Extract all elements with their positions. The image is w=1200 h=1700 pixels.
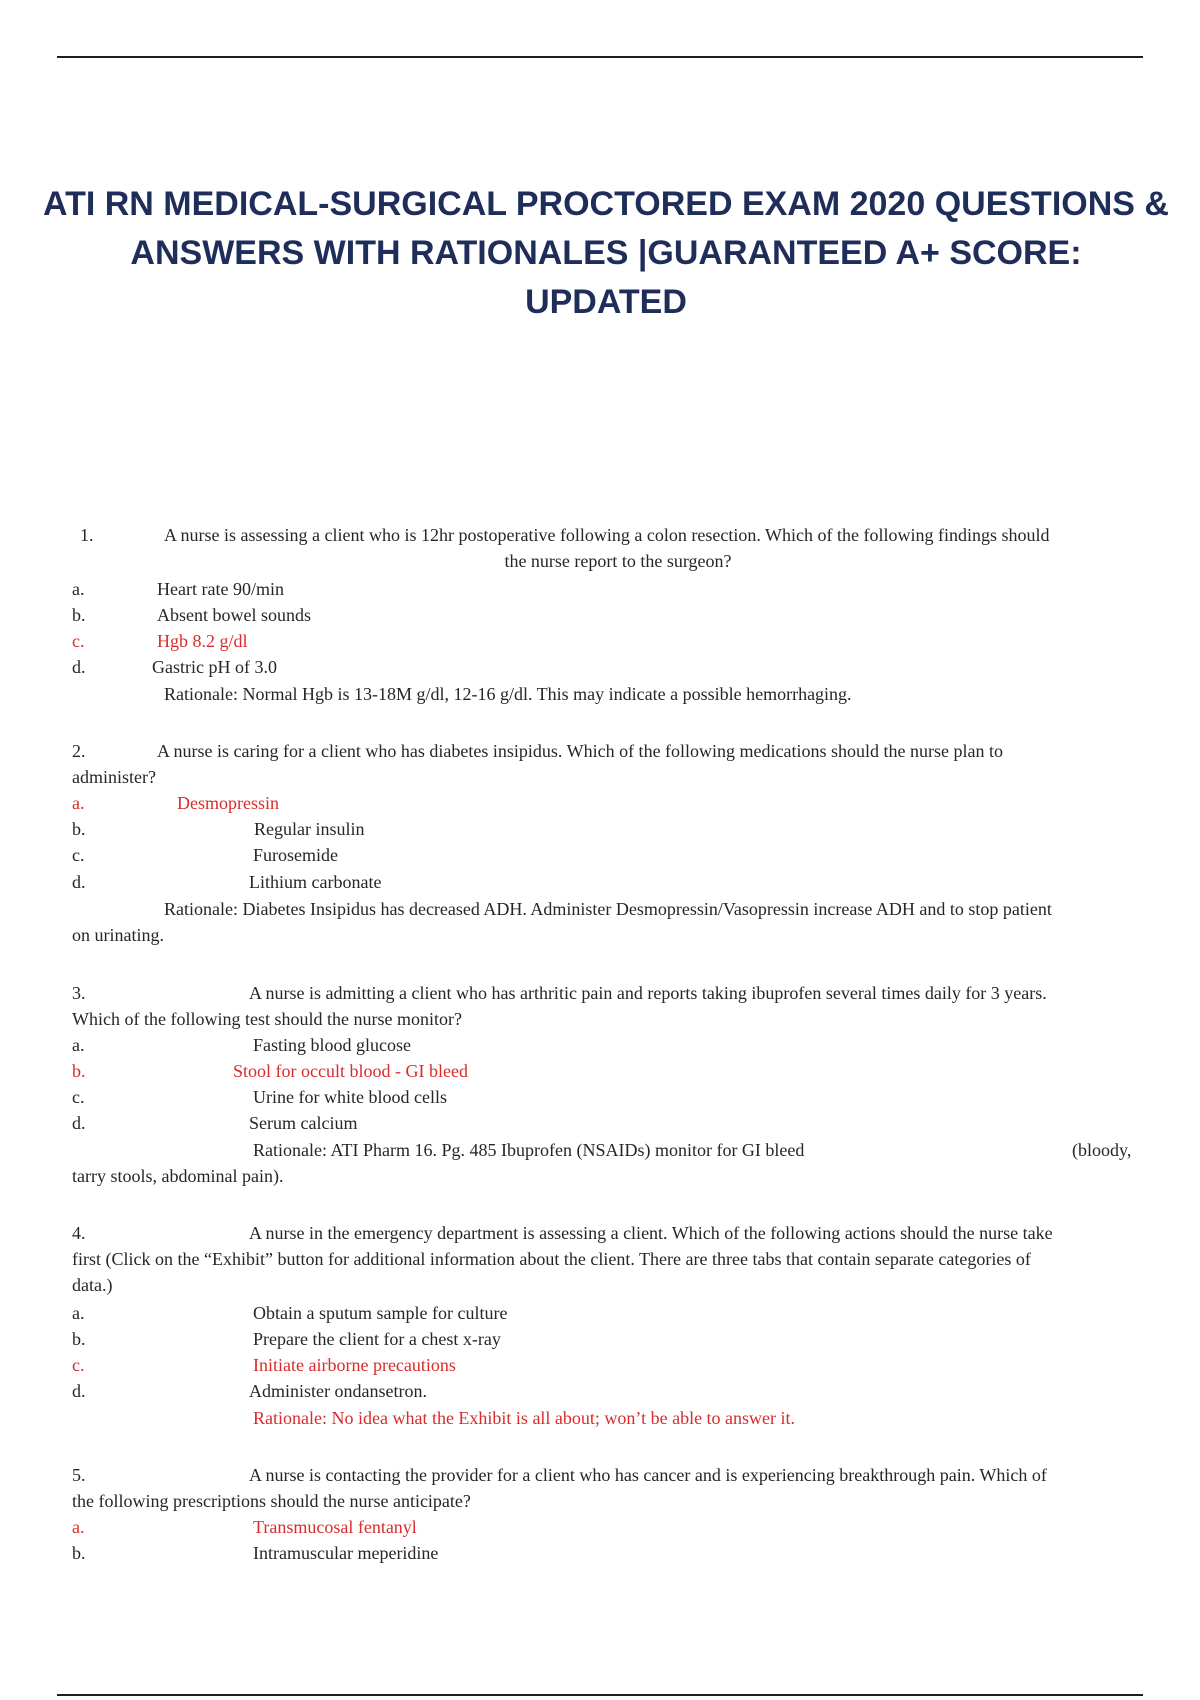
option-text: Regular insulin <box>254 819 365 839</box>
option-letter: d. <box>72 657 86 677</box>
option-letter: b. <box>72 1329 86 1349</box>
rationale: Rationale: Normal Hgb is 13-18M g/dl, 12-16 g/dl. This may indicate a possible hemorrhaging. <box>164 684 852 704</box>
question-stem: A nurse is admitting a client who has arthritic pain and reports taking ibuprofen several times daily for 3 years. <box>249 983 1047 1003</box>
option-text: Prepare the client for a chest x-ray <box>253 1329 501 1349</box>
question-number: 3. <box>72 983 86 1003</box>
question-stem-cont: data.) <box>72 1275 113 1295</box>
option-letter-correct: c. <box>72 631 85 651</box>
rationale-cont: on urinating. <box>72 925 164 945</box>
rationale: Rationale: Diabetes Insipidus has decreased ADH. Administer Desmopressin/Vasopressin increase ADH and to stop patient <box>164 899 1052 919</box>
option-letter: a. <box>72 1035 85 1055</box>
question-number: 4. <box>72 1223 86 1243</box>
option-text: Furosemide <box>253 845 338 865</box>
option-letter: d. <box>72 872 86 892</box>
option-text: Lithium carbonate <box>249 872 382 892</box>
option-text: Absent bowel sounds <box>157 605 311 625</box>
option-letter: b. <box>72 605 86 625</box>
option-text-correct: Desmopressin <box>177 793 279 813</box>
question-stem: A nurse is assessing a client who is 12hr postoperative following a colon resection. Which of the following findings should <box>164 525 1050 545</box>
question-stem: A nurse is caring for a client who has diabetes insipidus. Which of the following medications should the nurse plan to <box>157 741 1003 761</box>
question-stem: A nurse is contacting the provider for a client who has cancer and is experiencing breakthrough pain. Which of <box>249 1465 1047 1485</box>
question-stem-cont: first (Click on the “Exhibit” button for additional information about the client. There are three tabs that contain separate categories of <box>72 1249 1031 1269</box>
question-stem-cont: the following prescriptions should the nurse anticipate? <box>72 1491 471 1511</box>
title-line: UPDATED <box>525 283 687 321</box>
option-letter-correct: a. <box>72 793 85 813</box>
option-letter-correct: b. <box>72 1061 86 1081</box>
option-letter: c. <box>72 845 85 865</box>
option-letter: a. <box>72 1303 85 1323</box>
option-letter: b. <box>72 819 86 839</box>
rationale-tail: (bloody, <box>1072 1140 1132 1160</box>
option-letter-correct: c. <box>72 1355 85 1375</box>
option-text: Heart rate 90/min <box>157 579 284 599</box>
option-text-correct: Hgb 8.2 g/dl <box>157 631 248 651</box>
option-text-correct: Stool for occult blood - GI bleed <box>233 1061 468 1081</box>
title-line: ANSWERS WITH RATIONALES |GUARANTEED A+ SCORE: <box>130 234 1082 272</box>
rationale: Rationale: ATI Pharm 16. Pg. 485 Ibuprofen (NSAIDs) monitor for GI bleed <box>253 1140 805 1160</box>
option-text: Serum calcium <box>249 1113 358 1133</box>
option-text: Intramuscular meperidine <box>253 1543 439 1563</box>
question-stem-cont: Which of the following test should the nurse monitor? <box>72 1009 462 1029</box>
option-text: Administer ondansetron. <box>249 1381 427 1401</box>
question-number: 2. <box>72 741 86 761</box>
rationale-cont: tarry stools, abdominal pain). <box>72 1166 284 1186</box>
option-letter-correct: a. <box>72 1517 85 1537</box>
rationale: Rationale: No idea what the Exhibit is all about; won’t be able to answer it. <box>253 1408 796 1428</box>
document-title <box>36 180 1176 327</box>
bottom-rule <box>57 1694 1143 1696</box>
question-stem-cont: the nurse report to the surgeon? <box>504 551 732 571</box>
option-letter: a. <box>72 579 85 599</box>
option-letter: b. <box>72 1543 86 1563</box>
option-text: Gastric pH of 3.0 <box>152 657 277 677</box>
question-stem-cont: administer? <box>72 767 156 787</box>
option-text-correct: Initiate airborne precautions <box>253 1355 456 1375</box>
top-rule <box>57 56 1143 58</box>
option-text: Obtain a sputum sample for culture <box>253 1303 508 1323</box>
question-number: 1. <box>80 525 94 545</box>
option-text: Urine for white blood cells <box>253 1087 447 1107</box>
question-stem: A nurse in the emergency department is assessing a client. Which of the following actions should the nurse take <box>249 1223 1053 1243</box>
option-letter: d. <box>72 1113 86 1133</box>
question-number: 5. <box>72 1465 86 1485</box>
option-letter: d. <box>72 1381 86 1401</box>
title-line: ATI RN MEDICAL-SURGICAL PROCTORED EXAM 2020 QUESTIONS & <box>43 185 1169 223</box>
option-text-correct: Transmucosal fentanyl <box>253 1517 417 1537</box>
option-letter: c. <box>72 1087 85 1107</box>
option-text: Fasting blood glucose <box>253 1035 411 1055</box>
